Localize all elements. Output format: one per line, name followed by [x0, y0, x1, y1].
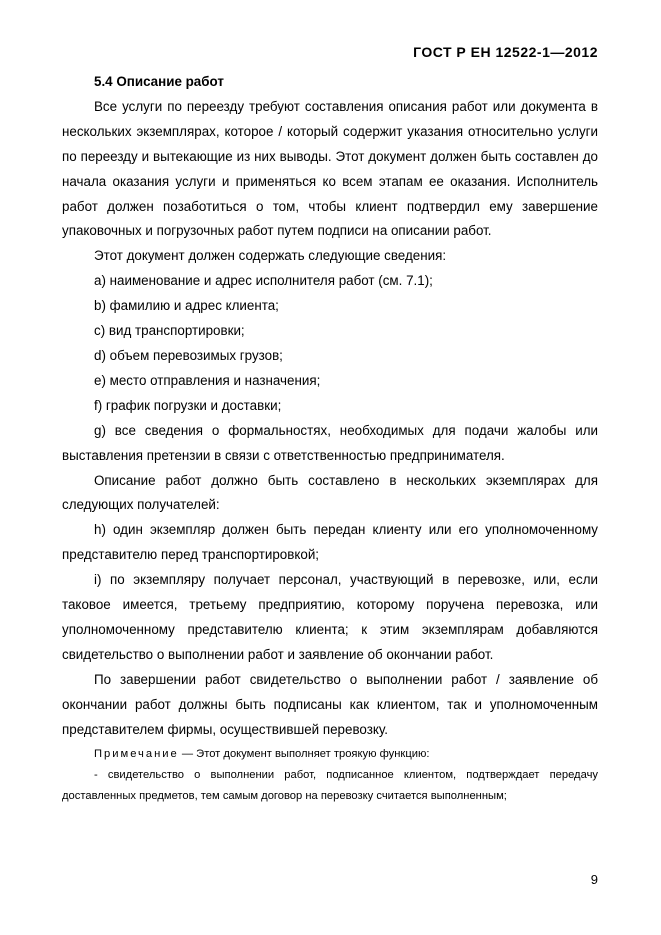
note-item: - свидетельство о выполнении работ, подписанное клиентом, подтверждает передачу доставленных предметов, тем самым договор на перевозку считается выполненным;	[62, 769, 598, 803]
note-label: Примечание	[94, 748, 179, 761]
list-item-f: f) график погрузки и доставки;	[94, 397, 282, 413]
page-number: 9	[590, 872, 598, 887]
note-heading	[62, 744, 598, 765]
paragraph-intro: Все услуги по переезду требуют составления описания работ или документа в нескольких экземплярах, которое / который содержит указания относительно услуги по переезду и вытекающие из них выводы. Этот документ должен быть составлен до начала оказания услуги и применяться ко всем этапам ее оказания. Исполнитель работ должен позаботиться о том, чтобы клиент подтвердил ему завершение упаковочных и погрузочных работ путем подписи на описании работ.	[62, 98, 598, 239]
paragraph-completion: По завершении работ свидетельство о выполнении работ / заявление об окончании работ должны быть подписаны как клиентом, так и уполномоченным представителем фирмы, осуществившей перевозку.	[62, 671, 598, 737]
list-item-d: d) объем перевозимых грузов;	[94, 347, 283, 363]
paragraph-content-list-intro: Этот документ должен содержать следующие сведения:	[94, 248, 447, 264]
section-title: 5.4 Описание работ	[94, 74, 224, 89]
standard-header: ГОСТ Р ЕН 12522-1—2012	[413, 44, 598, 60]
list-item-i: i) по экземпляру получает персонал, участвующий в перевозке, или, если таковое имеется, третьему предприятию, которому поручена перевозка, или уполномоченному представителю клиента; к этим экземплярам добавляются свидетельство о выполнении работ и заявление об окончании работ.	[62, 572, 598, 662]
list-item-e: e) место отправления и назначения;	[94, 372, 321, 388]
note-text: — Этот документ выполняет троякую функцию:	[178, 748, 430, 761]
list-item-c: c) вид транспортировки;	[94, 323, 245, 339]
list-item-h: h) один экземпляр должен быть передан клиенту или его уполномоченному представителю перед транспортировкой;	[62, 522, 598, 563]
paragraph-recipients-intro: Описание работ должно быть составлено в нескольких экземплярах для следующих получателей:	[62, 472, 598, 513]
document-body	[62, 70, 598, 807]
list-item-g: g) все сведения о формальностях, необходимых для подачи жалобы или выставления претензии в связи с ответственностью предпринимателя.	[62, 422, 598, 463]
list-item-b: b) фамилию и адрес клиента;	[94, 298, 279, 314]
note-block	[62, 744, 598, 807]
list-item-a: a) наименование и адрес исполнителя работ (см. 7.1);	[94, 273, 433, 289]
